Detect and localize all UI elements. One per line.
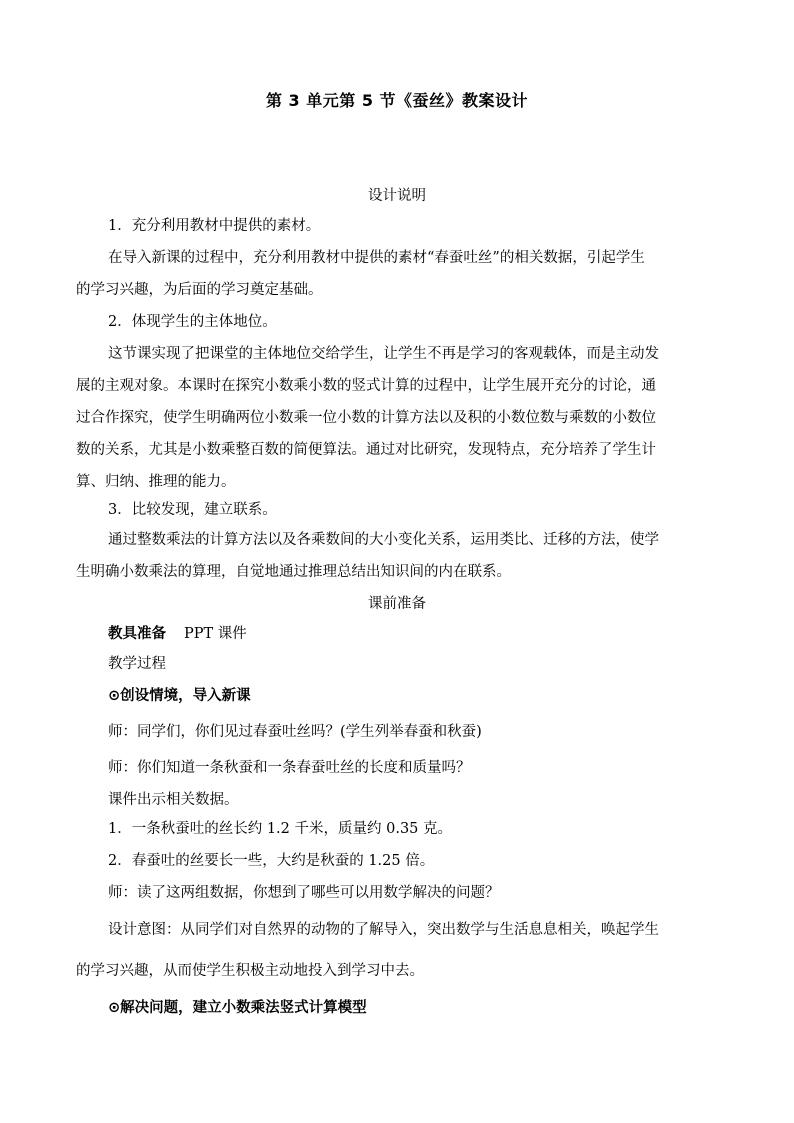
dialogue-line-1: 师：同学们，你们见过春蚕吐丝吗？(学生列举春蚕和秋蚕) bbox=[108, 724, 482, 740]
tools-label: 教具准备 bbox=[108, 626, 166, 642]
section-2-heading: ⊙解决问题，建立小数乘法竖式计算模型 bbox=[108, 1000, 367, 1016]
design-point-2-line-1: 这节课实现了把课堂的主体地位交给学生，让学生不再是学习的客观载体，而是主动发 bbox=[108, 346, 659, 362]
process-heading: 教学过程 bbox=[108, 656, 166, 672]
design-point-2-line-5: 算、归纳、推理的能力。 bbox=[76, 474, 236, 490]
prep-heading: 课前准备 bbox=[368, 596, 426, 612]
dialogue-line-5: 2．春蚕吐的丝要长一些，大约是秋蚕的 1.25 倍。 bbox=[108, 853, 435, 869]
tools-row bbox=[108, 624, 718, 644]
design-point-2-line-3: 过合作探究，使学生明确两位小数乘一位小数的计算方法以及积的小数位数与乘数的小数位 bbox=[76, 410, 656, 426]
design-point-3-heading: 3．比较发现，建立联系。 bbox=[108, 502, 277, 518]
design-point-2-line-2: 展的主观对象。本课时在探究小数乘小数的竖式计算的过程中，让学生展开充分的讨论，通 bbox=[76, 378, 656, 394]
design-point-2-line-4: 数的关系，尤其是小数乘整百数的简便算法。通过对比研究，发现特点，充分培养了学生计 bbox=[76, 442, 656, 458]
design-point-3-line-2: 生明确小数乘法的算理，自觉地通过推理总结出知识间的内在联系。 bbox=[76, 564, 511, 580]
design-heading: 设计说明 bbox=[368, 188, 426, 204]
dialogue-line-4: 1．一条秋蚕吐的丝长约 1.2 千米，质量约 0.35 克。 bbox=[108, 821, 453, 837]
design-point-2-heading: 2．体现学生的主体地位。 bbox=[108, 314, 277, 330]
design-point-1-line-1: 在导入新课的过程中，充分利用教材中提供的素材“春蚕吐丝”的相关数据，引起学生 bbox=[108, 250, 645, 266]
dialogue-line-2: 师：你们知道一条秋蚕和一条春蚕吐丝的长度和质量吗？ bbox=[108, 760, 471, 776]
design-point-1-heading: 1．充分利用教材中提供的素材。 bbox=[108, 218, 321, 234]
intent-line-2: 的学习兴趣，从而使学生积极主动地投入到学习中去。 bbox=[76, 963, 424, 979]
tools-value: PPT 课件 bbox=[184, 626, 247, 642]
dialogue-line-3: 课件出示相关数据。 bbox=[108, 792, 239, 808]
page-title: 第 3 单元第 5 节《蚕丝》教案设计 bbox=[265, 91, 529, 110]
section-1-heading: ⊙创设情境，导入新课 bbox=[108, 688, 251, 704]
dialogue-line-6: 师：读了这两组数据，你想到了哪些可以用数学解决的问题？ bbox=[108, 885, 500, 901]
design-point-3-line-1: 通过整数乘法的计算方法以及各乘数间的大小变化关系，运用类比、迁移的方法，使学 bbox=[108, 532, 659, 548]
intent-line-1: 设计意图：从同学们对自然界的动物的了解导入，突出数学与生活息息相关，唤起学生 bbox=[108, 922, 659, 938]
design-point-1-line-2: 的学习兴趣，为后面的学习奠定基础。 bbox=[76, 282, 323, 298]
